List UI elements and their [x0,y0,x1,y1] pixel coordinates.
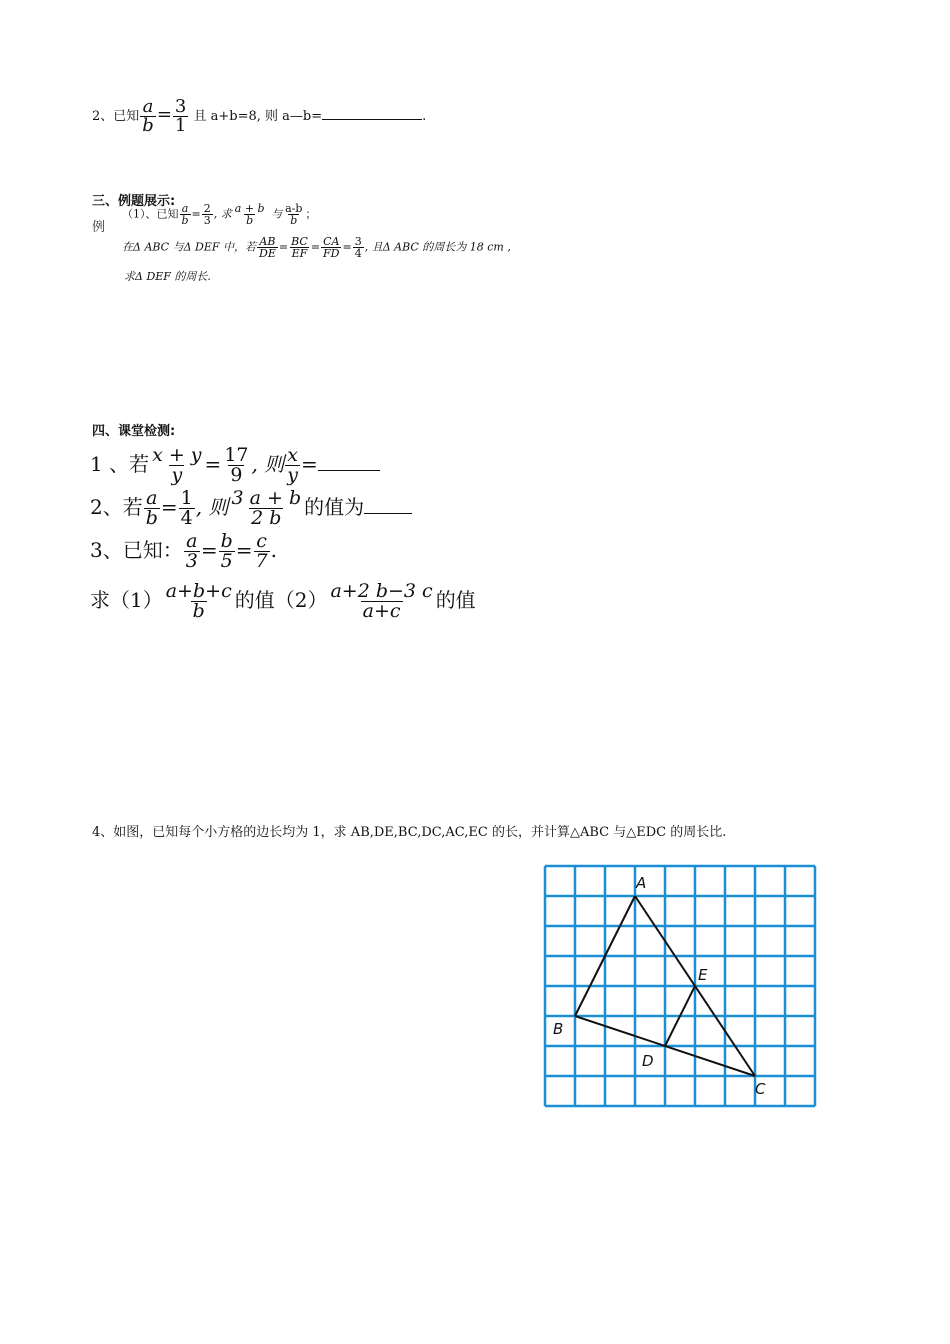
example-line-2: 在Δ ABC 与Δ DEF 中，若 $\frac{AB}{DE}$ = $\frac{BC}{EF}$ = $\frac{CA}{FD}$ = $\frac{3}{4}$ , 且Δ ABC 的周长为 18 cm , [122,235,511,260]
question-4: 4、如图，已知每个小方格的边长均为 1，求 AB,DE,BC,DC,AC,EC 的长，并计算△ABC 与△EDC 的周长比. [92,825,727,840]
check-problem-2: 2、若 $\frac{a}{b}$ = $\frac{1}{4}$ , 则 $\frac{3 a + b}{2 b}$ 的值为 [90,489,412,528]
label-d: D [642,1052,654,1070]
answer-blank [318,470,380,471]
grid-lines [545,866,815,1106]
example-line-3: 求Δ DEF 的周长. [124,270,211,283]
fraction-a-over-b: $\frac{a}{b}$ [142,96,154,136]
question-2: 2、已知 $\frac{a}{b}$ = $\frac{3}{1}$ 且 a+b=8, 则 a—b= . [92,96,427,136]
label-a: A [636,874,647,892]
grid-triangle-figure [540,862,820,1112]
check-problem-4: 求（1） $\frac{a+b+c}{b}$ 的值（2） $\frac{a+2 b-3 c}{a+c}$ 的值 [90,580,476,622]
check-problem-3: 3、已知： $\frac{a}{3}$ = $\frac{b}{5}$ = $\frac{c}{7}$ . [90,530,277,572]
label-c: C [755,1080,766,1098]
example-label: 例 [92,220,106,235]
answer-blank [364,513,412,514]
section-4-title: 四、课堂检测: [92,424,176,439]
fraction-3-over-1: $\frac{3}{1}$ [174,96,187,136]
section-3-title: 三、例题展示: [92,194,176,209]
answer-blank [322,119,422,120]
example-line-1: （1）、已知 $\frac{a}{b}$ = $\frac{2}{3}$ , 求 $\frac{a + b}{b}$ 与 $\frac{a-b}{b}$ ； [122,202,317,227]
label-b: B [553,1020,564,1038]
check-problem-1: 1 、若 $\frac{x + y}{y}$ = $\frac{17}{9}$ , 则 $\frac{x}{y}$ = [90,446,380,485]
label-e: E [698,966,708,984]
